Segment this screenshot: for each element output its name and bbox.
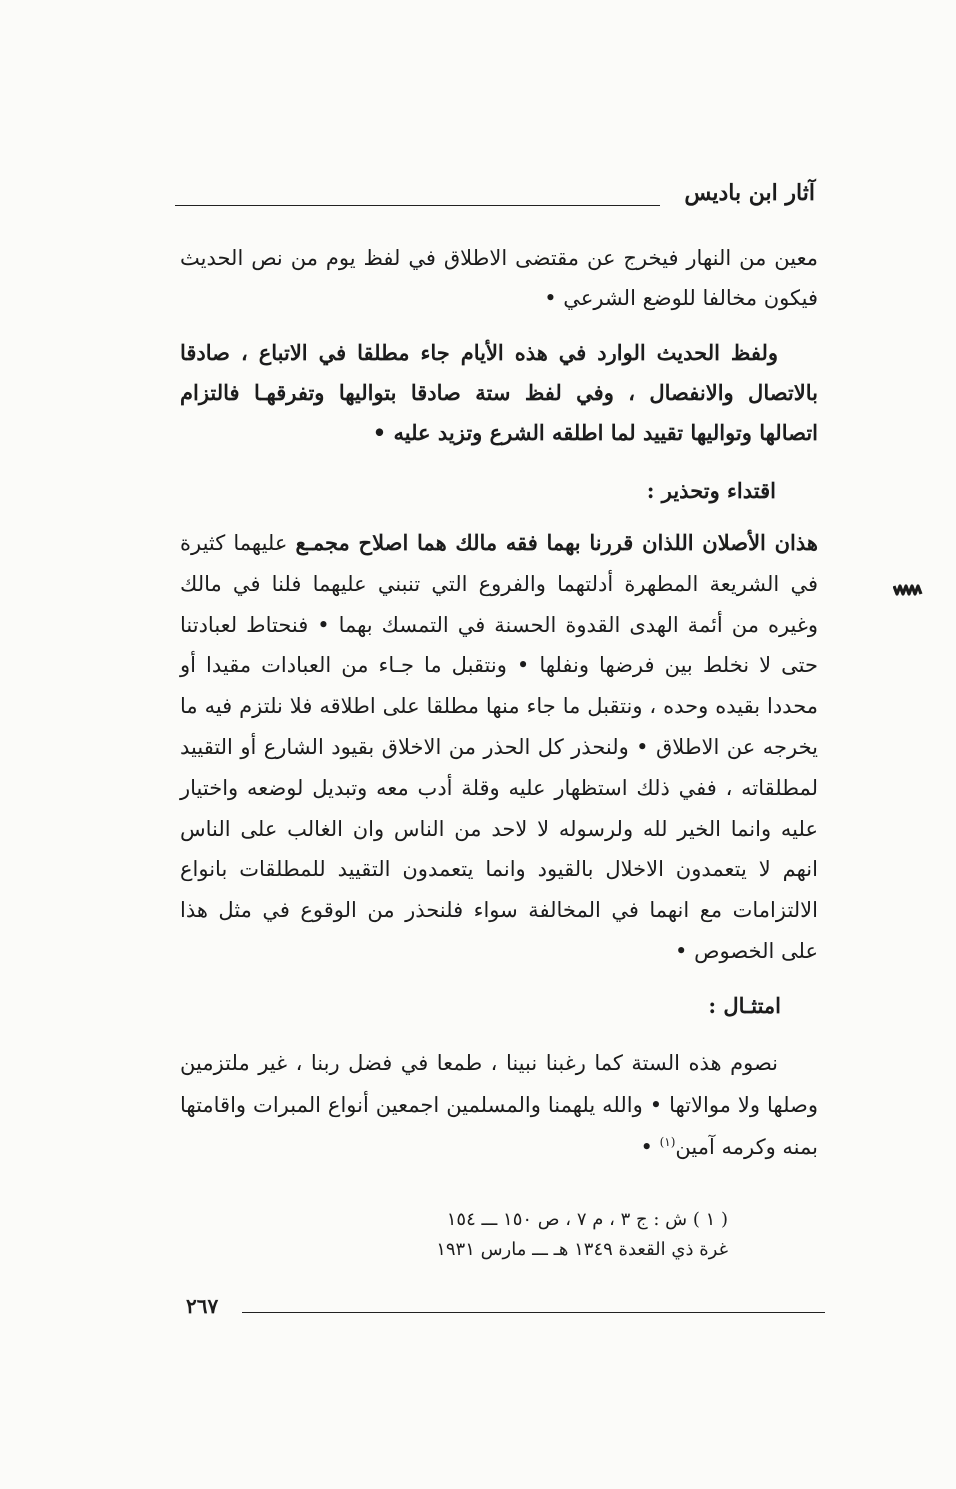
page-footer [180,1290,825,1330]
footnote-line-2: غرة ذي القعدة ١٣٤٩ هـ ـــ مارس ١٩٣١ [436,1239,728,1260]
paragraph-4 [180,1042,818,1168]
margin-ink-mark-icon [893,582,923,598]
paragraph-4-end: • [640,1135,660,1159]
paragraph-1: معين من النهار فيخرج عن مقتضى الاطلاق في لفظ يوم من نص الحديث فيكون مخالفا للوضع الشرعي • [180,246,818,310]
paragraph-2: ولفظ الحديث الوارد في هذه الأيام جاء مطلقا في الاتباع ، صادقا بالاتصال والانفصال ، وفي لفظ ستة صادقا بتواليها وتفرقهـا فالتزام اتصالها وتواليها تقييد لما اطلقه الشرع وتزيد عليه • [180,340,818,445]
paragraph-3 [180,523,818,972]
paragraph-3-body: عليهما كثيرة في الشريعة المطهرة أدلتهما والفروع التي تنبني عليهما فلنا في مالك وغيره من أئمة الهدى القدوة الحسنة في التمسك بهما • فنحتاط لعبادتنا حتى لا نخلط بين فرضها ونفلها • ونتقبل ما جـاء من العبادات مقيدا أو محددا بقيده وحده ، ونتقبل ما جاء منها مطلقا على اطلاقه فلا نلتزم فيه ما يخرجه عن الاطلاق • ولنحذر كل الحذر من الاخلاق بقيود الشارع أو التقييد لمطلقاته ، ففي ذلك استظهار عليه وقلة أدب معه وتبديل لوضعه واختيار عليه وانما الخير لله ولرسوله لا لاحد من الناس وان الغالب على الناس انهم لا يتعمدون الاخلال بالقيود وانما يتعمدون التقييد للمطلقات بانواع الالتزامات مع انهما في المخالفة سواء فلنحذر من الوقوع في مثل هذا على الخصوص • [180,531,818,963]
page-number: ٢٦٧ [186,1294,219,1318]
paragraph-4-text: نصوم هذه الستة كما رغبنا نبينا ، طمعا في فضل ربنا ، غير ملتزمين وصلها ولا موالاتها • والله يلهمنا والمسلمين اجمعين أنواع المبرات واقامتها بمنه وكرمه آمين [180,1051,818,1159]
footnote [436,1205,728,1265]
footnote-reference[interactable]: (١) [659,1135,676,1149]
footer-rule [242,1312,825,1313]
running-title: آثار ابن باديس [684,180,815,206]
paragraph-3-lead: هذان الأصلان اللذان قررنا بهما فقه مالك هما اصلاح مجمـع [295,530,818,555]
running-header [175,180,815,220]
section-heading-imtithal: امتثـال : [708,993,781,1018]
section-heading-iqtida: اقتداء وتحذير : [646,478,776,503]
footnote-line-1: ( ١ ) ش : ج ٣ ، م ٧ ، ص ١٥٠ ـــ ١٥٤ [446,1209,728,1230]
header-rule [175,205,660,206]
